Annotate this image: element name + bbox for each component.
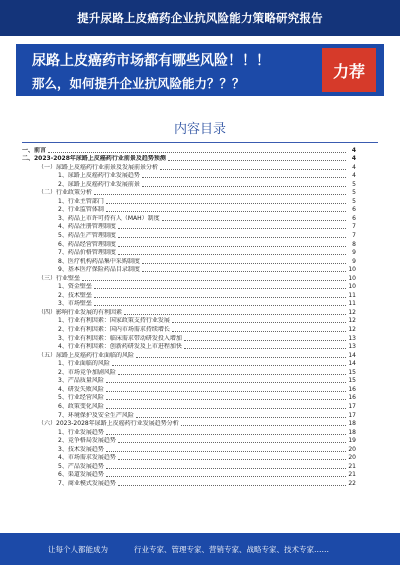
toc-entry-text: 5、产品发展趋势: [58, 462, 104, 470]
toc-entry[interactable]: [22, 316, 356, 325]
toc-entry[interactable]: [22, 230, 356, 239]
toc-entry-text: 8、医疗机构药品集中采购制度: [58, 257, 140, 265]
toc-entry-text: 7、药品价格管理制度: [58, 249, 116, 257]
toc-page-number: 4: [352, 172, 356, 180]
seal-text: 力荐: [332, 61, 365, 81]
toc-leader-dots: [118, 485, 346, 486]
toc-entry-text: 7、商业模式发展趋势: [58, 479, 116, 487]
toc-leader-dots: [124, 314, 346, 315]
toc-entry[interactable]: [22, 265, 356, 274]
toc-leader-dots: [172, 331, 346, 332]
toc-leader-dots: [94, 288, 346, 289]
toc-leader-dots: [168, 160, 346, 161]
toc-page-number: 14: [348, 351, 356, 359]
toc-entry-text: 1、行业发展趋势: [58, 428, 104, 436]
toc-entry-text: 2、竞争格局发展趋势: [58, 437, 116, 445]
toc-leader-dots: [184, 348, 346, 349]
toc-page-number: 12: [348, 326, 356, 334]
toc-entry[interactable]: [22, 376, 356, 385]
toc-leader-dots: [106, 434, 346, 435]
toc-entry[interactable]: [22, 213, 356, 222]
toc-entry[interactable]: [22, 478, 356, 487]
toc-entry[interactable]: [22, 188, 356, 197]
toc-entry[interactable]: [22, 393, 356, 402]
toc-entry-text: 4、行业有利因素：创新药研发及上市进程加快: [58, 343, 182, 351]
toc-leader-dots: [184, 340, 346, 341]
toc-leader-dots: [172, 322, 346, 323]
toc-entry-text: （四）影响行业发展的有利因素: [38, 308, 123, 316]
toc-page-number: 11: [348, 300, 356, 308]
toc-entry-text: 2、行业监管体制: [58, 206, 104, 214]
toc-page-number: 5: [352, 180, 356, 188]
toc-entry[interactable]: [22, 196, 356, 205]
toc-entry-text: 4、研发失败风险: [58, 385, 104, 393]
toc-entry[interactable]: [22, 333, 356, 342]
toc-page-number: 16: [348, 394, 356, 402]
toc-entry-text: 1、行业主管部门: [58, 197, 104, 205]
toc-leader-dots: [162, 220, 346, 221]
toc-page-number: 4: [351, 146, 356, 154]
toc-page-number: 18: [348, 428, 356, 436]
toc-page-number: 9: [352, 249, 356, 257]
toc-entry[interactable]: [22, 273, 356, 282]
toc-entry[interactable]: [22, 154, 356, 163]
report-title: 提升尿路上皮癌药企业抗风险能力策略研究报告: [77, 11, 323, 25]
toc-page-number: 8: [352, 240, 356, 248]
toc-entry-text: （二）行业政策分析: [38, 189, 93, 197]
toc-page-number: 5: [352, 197, 356, 205]
toc-entry-text: 7、环境保护及安全生产风险: [58, 411, 134, 419]
toc-entry[interactable]: [22, 205, 356, 214]
toc-entry-text: 5、行业经营风险: [58, 394, 104, 402]
toc-leader-dots: [142, 271, 346, 272]
toc-leader-dots: [48, 152, 346, 153]
toc-page-number: 15: [348, 377, 356, 385]
toc-page-number: 12: [348, 308, 356, 316]
table-of-contents: [22, 145, 356, 487]
toc-entry[interactable]: [22, 307, 356, 316]
toc-entry-text: （三）行业壁垒: [38, 274, 81, 282]
toc-entry-text: 2、行业有利因素：国内市场需求持续增长: [58, 326, 170, 334]
toc-leader-dots: [106, 203, 346, 204]
toc-leader-dots: [106, 211, 346, 212]
toc-entry[interactable]: [22, 401, 356, 410]
toc-page-number: 20: [348, 454, 356, 462]
toc-divider: [22, 142, 378, 143]
toc-entry-text: 2、市场竞争加剧风险: [58, 368, 116, 376]
toc-page-number: 22: [348, 479, 356, 487]
toc-leader-dots: [118, 374, 346, 375]
toc-entry[interactable]: [22, 145, 356, 154]
toc-entry-text: （五）尿路上皮癌药行业面临的风险: [38, 351, 135, 359]
top-header: [0, 0, 400, 36]
banner-subhead: 那么，如何提升企业抗风险能力？？？: [32, 76, 245, 91]
toc-leader-dots: [118, 442, 346, 443]
toc-leader-dots: [118, 237, 346, 238]
toc-leader-dots: [94, 194, 346, 195]
toc-entry[interactable]: [22, 444, 356, 453]
toc-page-number: 17: [348, 411, 356, 419]
toc-page-number: 13: [348, 343, 356, 351]
toc-page-number: 18: [348, 420, 356, 428]
toc-leader-dots: [142, 263, 346, 264]
toc-page-number: 10: [348, 274, 356, 282]
toc-page-number: 7: [352, 223, 356, 231]
toc-entry[interactable]: [22, 453, 356, 462]
toc-entry-text: 9、基本医疗保险药品目录制度: [58, 266, 140, 274]
toc-entry[interactable]: [22, 342, 356, 351]
toc-leader-dots: [160, 169, 346, 170]
toc-page-number: 15: [348, 368, 356, 376]
toc-leader-dots: [118, 228, 346, 229]
toc-leader-dots: [118, 254, 346, 255]
toc-page-number: 6: [352, 206, 356, 214]
toc-entry-text: 3、药品上市许可持有人（MAH）制度: [58, 214, 160, 222]
toc-entry-text: 6、药品经营管理制度: [58, 240, 116, 248]
toc-entry[interactable]: [22, 162, 356, 171]
toc-entry[interactable]: [22, 179, 356, 188]
toc-entry[interactable]: [22, 419, 356, 428]
toc-entry-text: 3、市场壁垒: [58, 300, 92, 308]
footer-text: 行业专家、管理专家、营销专家、战略专家、技术专家……: [134, 544, 329, 554]
toc-page-number: 17: [348, 402, 356, 410]
toc-entry[interactable]: [22, 427, 356, 436]
toc-entry-text: 6、渠道发展趋势: [58, 471, 104, 479]
toc-title: 内容目录: [173, 122, 226, 137]
toc-entry[interactable]: [22, 324, 356, 333]
toc-leader-dots: [181, 425, 346, 426]
toc-leader-dots: [106, 391, 346, 392]
toc-entry-text: 5、药品生产管理制度: [58, 232, 116, 240]
toc-page-number: 6: [352, 214, 356, 222]
toc-page-number: 16: [348, 385, 356, 393]
toc-page-number: 10: [348, 266, 356, 274]
footer-bar: [0, 533, 400, 565]
toc-entry-text: 二、2023-2028年尿路上皮癌药行业前景及趋势预测: [22, 155, 166, 163]
toc-entry[interactable]: [22, 299, 356, 308]
toc-entry-text: 4、市场需求发展趋势: [58, 454, 116, 462]
toc-entry[interactable]: [22, 470, 356, 479]
toc-entry-text: 3、产品质量风险: [58, 377, 104, 385]
toc-page-number: 21: [348, 471, 356, 479]
toc-page-number: 11: [348, 291, 356, 299]
toc-leader-dots: [112, 365, 346, 366]
toc-entry[interactable]: [22, 239, 356, 248]
toc-leader-dots: [106, 468, 346, 469]
toc-entry[interactable]: [22, 461, 356, 470]
toc-entry[interactable]: [22, 384, 356, 393]
toc-entry[interactable]: [22, 290, 356, 299]
toc-entry[interactable]: [22, 222, 356, 231]
toc-page-number: 21: [348, 462, 356, 470]
toc-page-number: 4: [352, 163, 356, 171]
toc-entry-text: 一、前言: [22, 146, 47, 154]
toc-page-number: 7: [352, 232, 356, 240]
toc-leader-dots: [118, 246, 346, 247]
toc-leader-dots: [106, 408, 346, 409]
toc-entry[interactable]: [22, 367, 356, 376]
toc-entry[interactable]: [22, 410, 356, 419]
toc-leader-dots: [106, 451, 346, 452]
toc-page-number: 5: [352, 189, 356, 197]
toc-entry[interactable]: [22, 436, 356, 445]
toc-leader-dots: [106, 476, 346, 477]
toc-entry[interactable]: [22, 256, 356, 265]
toc-leader-dots: [118, 459, 346, 460]
toc-leader-dots: [94, 305, 346, 306]
toc-leader-dots: [82, 280, 346, 281]
risk-banner: [16, 44, 384, 96]
toc-entry[interactable]: [22, 359, 356, 368]
toc-entry-text: 2、尿路上皮癌药行业发展前景: [58, 180, 140, 188]
toc-leader-dots: [136, 357, 346, 358]
toc-page-number: 10: [348, 283, 356, 291]
toc-page-number: 13: [348, 334, 356, 342]
toc-entry-text: 1、资金壁垒: [58, 283, 92, 291]
toc-page-number: 19: [348, 437, 356, 445]
toc-page-number: 9: [352, 257, 356, 265]
toc-entry-text: 2、技术壁垒: [58, 291, 92, 299]
toc-entry[interactable]: [22, 171, 356, 180]
toc-entry-text: 1、行业面临的风险: [58, 360, 110, 368]
toc-leader-dots: [106, 382, 346, 383]
toc-page-number: 12: [348, 317, 356, 325]
toc-entry-text: （六）2023-2028年尿路上皮癌药行业发展趋势分析: [38, 420, 179, 428]
toc-page-number: 4: [351, 155, 356, 163]
footer-lead: 让每个人都能成为: [48, 544, 108, 554]
toc-leader-dots: [142, 177, 346, 178]
toc-entry[interactable]: [22, 282, 356, 291]
toc-entry-text: 3、行业有利因素：临床需求带动研发投入增加: [58, 334, 182, 342]
toc-entry[interactable]: [22, 248, 356, 257]
toc-entry[interactable]: [22, 350, 356, 359]
banner-headline: 尿路上皮癌药市场都有哪些风险！！！: [32, 53, 270, 69]
toc-entry-text: 1、尿路上皮癌药行业发展趋势: [58, 172, 140, 180]
toc-entry-text: 1、行业有利因素：国家政策支持行业发展: [58, 317, 170, 325]
toc-leader-dots: [136, 417, 346, 418]
toc-page-number: 20: [348, 445, 356, 453]
toc-entry-text: （一）尿路上皮癌药行业前景及发展前景分析: [38, 163, 159, 171]
toc-entry-text: 3、技术发展趋势: [58, 445, 104, 453]
toc-leader-dots: [94, 297, 346, 298]
toc-entry-text: 4、药品注册管理制度: [58, 223, 116, 231]
toc-entry-text: 6、政策变化风险: [58, 402, 104, 410]
toc-leader-dots: [106, 399, 346, 400]
toc-leader-dots: [142, 186, 346, 187]
recommend-seal: [322, 48, 376, 92]
toc-page-number: 14: [348, 360, 356, 368]
